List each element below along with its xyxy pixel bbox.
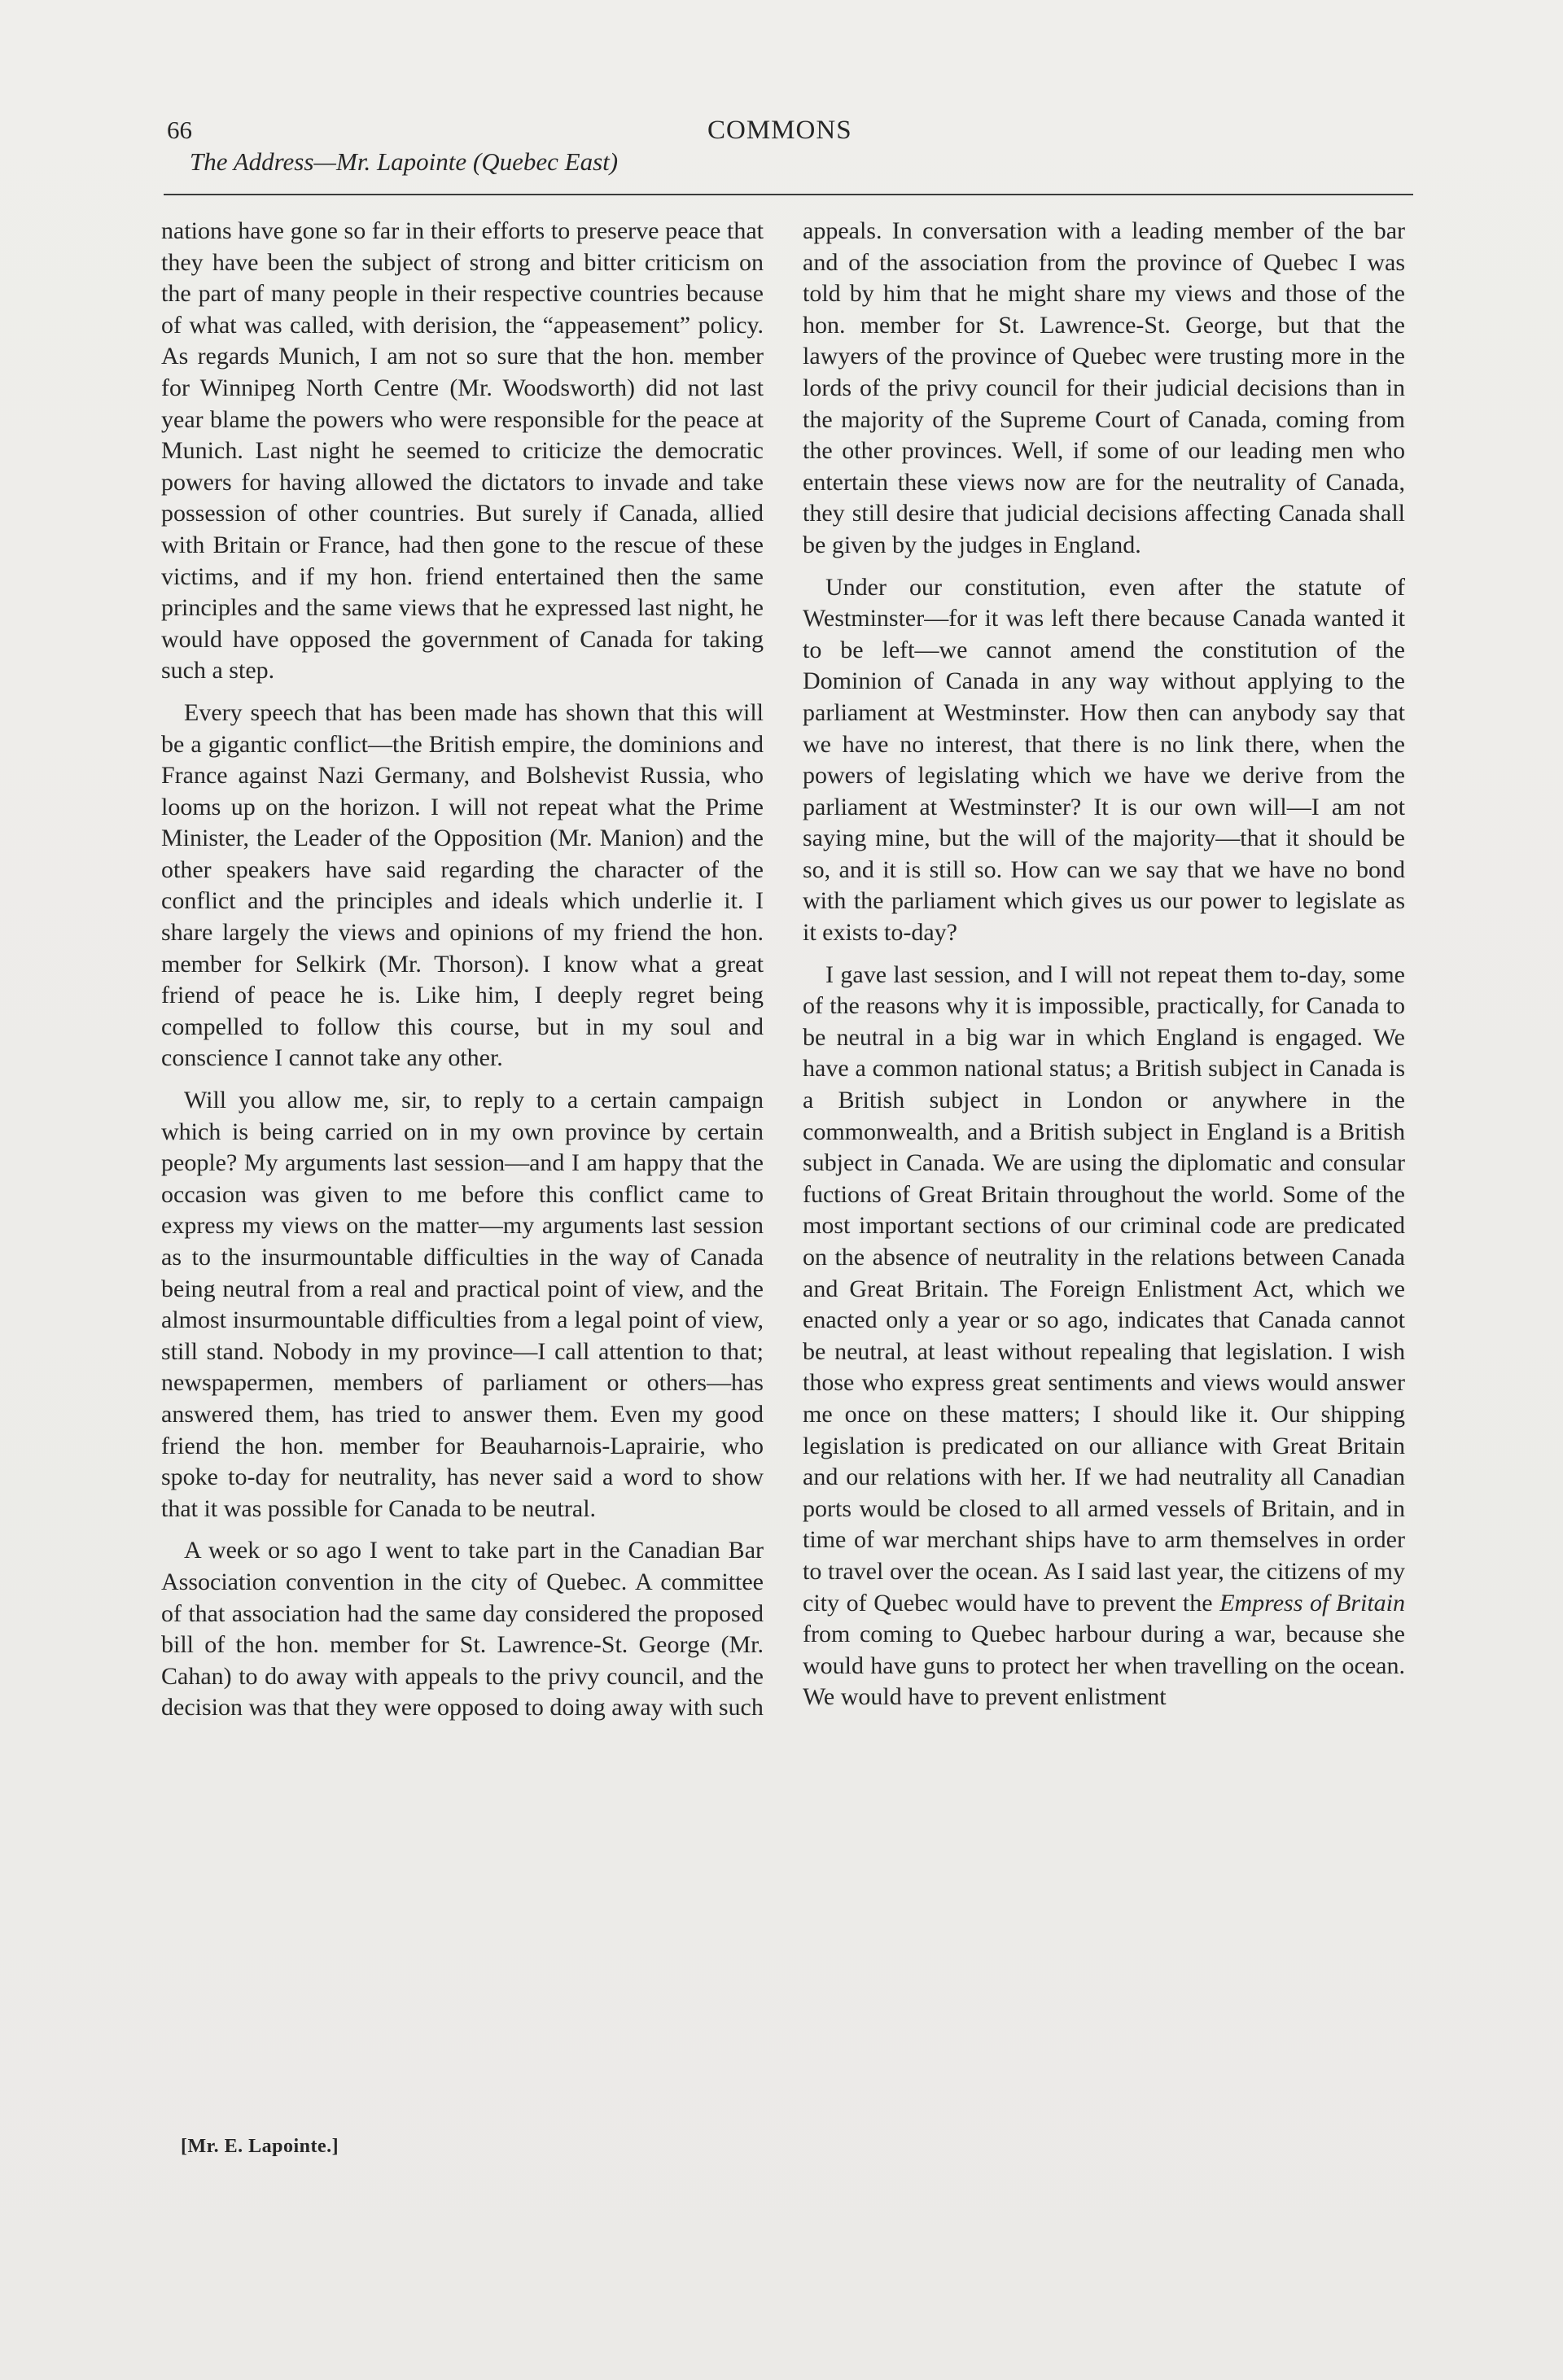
paragraph: Under our constitution, even after the statute of Westminster—for it was left there because Canada wanted it to be left—we cannot amend the constitution of the Dominion of Canada in any way without applying to the parliament at Westminster. How then can anybody say that we have no interest, that there is no link there, when the powers of legislating which we have we derive from the parliament at Westminster? It is our own will—I am not saying mine, but the will of the majority—that it should be so, and it is still so. How can we say that we have no bond with the parliament which gives us our power to legislate as it exists to-day? <box>803 573 1405 947</box>
paragraph: nations have gone so far in their efforts to preserve peace that they have been the subject of strong and bitter criticism on the part of many people in their respective countries because of what was called, with derision, the “appeasement” policy. As regards Munich, I am not so sure that the hon. member for Winnipeg North Centre (Mr. Woodsworth) did not last year blame the powers who were responsible for the peace at Munich. Last night he seemed to criticize the democratic powers for having allowed the dictators to invade and take possession of other countries. But surely if Canada, allied with Britain or France, had then gone to the rescue of these victims, and if my hon. friend entertained then the same principles and the same views that he expressed last night, he would have opposed the government of Canada for taking such a step. <box>161 217 764 685</box>
paragraph-text: from coming to Quebec harbour during a war, because she would have guns to protect her when travelling on the ocean. We would have to prevent enlistment <box>803 1621 1405 1711</box>
running-head: COMMONS <box>707 116 852 145</box>
paragraph: Every speech that has been made has shown that this will be a gigantic conflict—the British empire, the dominions and France against Nazi Germany, and Bolshevist Russia, who looms up on the horizon. I will not repeat what the Prime Minister, the Leader of the Opposition (Mr. Manion) and the other speakers have said regarding the character of the conflict and the principles and ideals which underlie it. I share largely the views and opinions of my friend the hon. member for Selkirk (Mr. Thorson). I know what a great friend of peace he is. Like him, I deeply regret being compelled to follow this course, but in my soul and conscience I cannot take any other. <box>161 698 764 1072</box>
paragraph: appeals. In conversation with a leading member of the bar and of the association from the province of Quebec I was told by him that he might share my views and those of the hon. member for St. Lawrence-St. George, but that the lawyers of the province of Quebec were trusting more in the lords of the privy council for their judicial decisions than in the majority of the Supreme Court of Canada, coming from the other provinces. Well, if some of our leading men who entertain these views now are for the neutrality of Canada, they still desire that judicial decisions affecting Canada shall be given by the judges in England. <box>803 217 1405 558</box>
ship-name: Empress of Britain <box>1219 1589 1405 1617</box>
page-number: 66 <box>167 116 192 144</box>
speaker-attribution: [Mr. E. Lapointe.] <box>181 2136 339 2157</box>
left-column <box>161 216 764 1724</box>
section-head: The Address—Mr. Lapointe (Quebec East) <box>190 147 619 176</box>
paragraph: A week or so ago I went to take part in the Canadian Bar Association convention in the city of Quebec. A committee of that association had the same day considered the proposed bill of the hon. member for St. Lawrence-St. George (Mr. Cahan) to do away with appeals to the privy council, and the decision was that they were opposed to doing away with such <box>161 1537 764 1722</box>
paragraph <box>803 960 1405 1713</box>
paragraph: Will you allow me, sir, to reply to a certain campaign which is being carried on in my own province by certain people? My arguments last session—and I am happy that the occasion was given to me before this conflict came to express my views on the matter—my arguments last session as to the insurmountable difficulties in the way of Canada being neutral from a real and practical point of view, and the almost insurmountable difficulties from a legal point of view, still stand. Nobody in my province—I call attention to that; newspapermen, members of parliament or others—has answered them, has tried to answer them. Even my good friend the hon. member for Beauharnois-Laprairie, who spoke to-day for neutrality, has never said a word to show that it was possible for Canada to be neutral. <box>161 1087 764 1522</box>
paragraph-text: I gave last session, and I will not repeat them to-day, some of the reasons why it is impossible, practically, for Canada to be neutral in a big war in which England is engaged. We have a common national status; a British subject in Canada is a British subject in London or anywhere in the commonwealth, and a British subject in England is a British subject in Canada. We are using the diplomatic and consular fuctions of Great Britain throughout the world. Some of the most important sections of our criminal code are predicated on the absence of neutrality in the relations between Canada and Great Britain. The Foreign Enlistment Act, which we enacted only a year or so ago, indicates that Canada cannot be neutral, at least without repealing that legislation. I wish those who express great sentiments and views would answer me once on these matters; I should like it. Our shipping legislation is predicated on our alliance with Great Britain and our relations with her. If we had neutrality all Canadian ports would be closed to all armed vessels of Britain, and in time of war merchant ships have to arm themselves in order to travel over the ocean. As I said last year, the citizens of my city of Quebec would have to prevent the <box>803 960 1405 1617</box>
right-column <box>803 216 1405 1713</box>
header-rule <box>164 194 1413 195</box>
